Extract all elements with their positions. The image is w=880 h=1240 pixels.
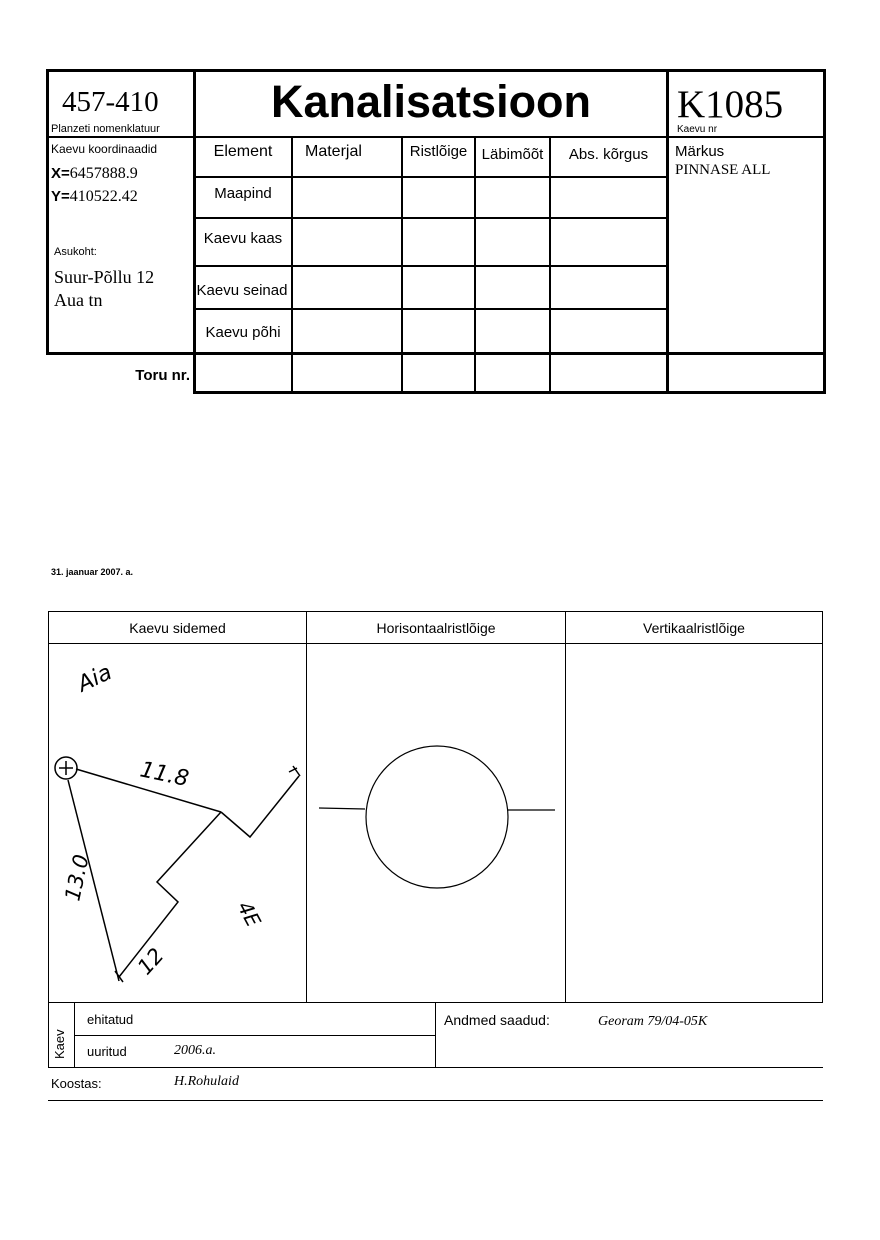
row-line-2 — [193, 217, 667, 219]
sketch-header-horizontal: Horisontaalristlõige — [376, 620, 496, 636]
sketch-col-divider-2 — [565, 611, 566, 1003]
well-ties-sketch — [49, 644, 306, 1002]
pipe-row-bottom — [193, 391, 826, 394]
col-header-crosssection: Ristlõige — [409, 143, 468, 160]
col-divider-remarks — [666, 69, 669, 394]
handwriting-dist-2: 13.0 — [60, 852, 94, 904]
row-label-lid: Kaevu kaas — [203, 230, 283, 247]
compiled-label: Koostas: — [51, 1076, 102, 1091]
footer-row-line — [74, 1035, 436, 1036]
page-title: Kanalisatsioon — [270, 76, 592, 127]
nomenclature-value: 457-410 — [62, 86, 159, 118]
compiled-value: H.Rohulaid — [174, 1074, 239, 1089]
coord-y-value: 410522.42 — [69, 188, 138, 205]
col-header-element: Element — [213, 143, 273, 160]
footer-bottom-line — [48, 1067, 823, 1068]
built-label: ehitatud — [87, 1012, 134, 1027]
top-border — [46, 69, 826, 72]
row-label-bottom: Kaevu põhi — [205, 324, 281, 341]
main-bottom-line — [46, 352, 826, 355]
header-bottom-line — [46, 136, 826, 138]
pipe-label: Toru nr. — [135, 367, 190, 384]
surveyed-label: uuritud — [87, 1044, 127, 1059]
right-border — [823, 69, 826, 394]
row-line-4 — [193, 308, 667, 310]
nomenclature-label: Planzeti nomenklatuur — [51, 123, 160, 135]
handwriting-dist-3: 12 — [132, 943, 169, 980]
location-line2: Aua tn — [54, 290, 103, 310]
row-label-walls: Kaevu seinad — [196, 282, 288, 299]
well-number-label: Kaevu nr — [677, 124, 718, 135]
coord-x — [51, 165, 138, 183]
sketch-header-connections: Kaevu sidemed — [129, 620, 226, 636]
handwriting-dist-4: 4E — [232, 897, 266, 931]
well-circle — [366, 746, 508, 888]
surveyed-value: 2006.a. — [174, 1043, 216, 1058]
coord-y — [51, 188, 138, 206]
coords-label: Kaevu koordinaadid — [51, 142, 158, 156]
remarks-label: Märkus — [675, 143, 725, 160]
data-source-label: Andmed saadud: — [444, 1012, 550, 1028]
handwriting-street: Aia — [73, 660, 116, 698]
handwriting-dist-1: 11.8 — [137, 757, 191, 793]
compiled-line — [48, 1100, 823, 1101]
sketch-header-vertical: Vertikaalristlõige — [643, 620, 745, 636]
building-outline — [119, 812, 221, 980]
sketch-right-border — [822, 611, 823, 1003]
coord-x-value: 6457888.9 — [69, 165, 138, 182]
remarks-value: PINNASE ALL — [675, 162, 771, 178]
row-line-1 — [193, 176, 667, 178]
col-header-diameter: Läbimõõt — [481, 146, 544, 163]
well-number: K1085 — [677, 83, 784, 126]
location-label: Asukoht: — [54, 246, 97, 258]
row-line-3 — [193, 265, 667, 267]
pipe-left — [319, 808, 365, 809]
row-label-ground: Maapind — [214, 185, 272, 202]
coord-y-label: Y= — [51, 188, 70, 205]
col-header-material: Materjal — [305, 143, 362, 160]
left-border — [46, 69, 49, 355]
building-outline-2 — [221, 776, 299, 837]
location-line1: Suur-Põllu 12 — [54, 267, 155, 287]
data-source-value: Georam 79/04-05K — [598, 1014, 708, 1029]
horizontal-section-drawing — [307, 644, 565, 1002]
sketch-top-border — [48, 611, 823, 612]
footer-side-label: Kaev — [52, 1029, 67, 1059]
document-date: 31. jaanuar 2007. a. — [51, 567, 134, 577]
col-header-elevation: Abs. kõrgus — [568, 146, 649, 163]
coord-x-label: X= — [51, 165, 70, 182]
